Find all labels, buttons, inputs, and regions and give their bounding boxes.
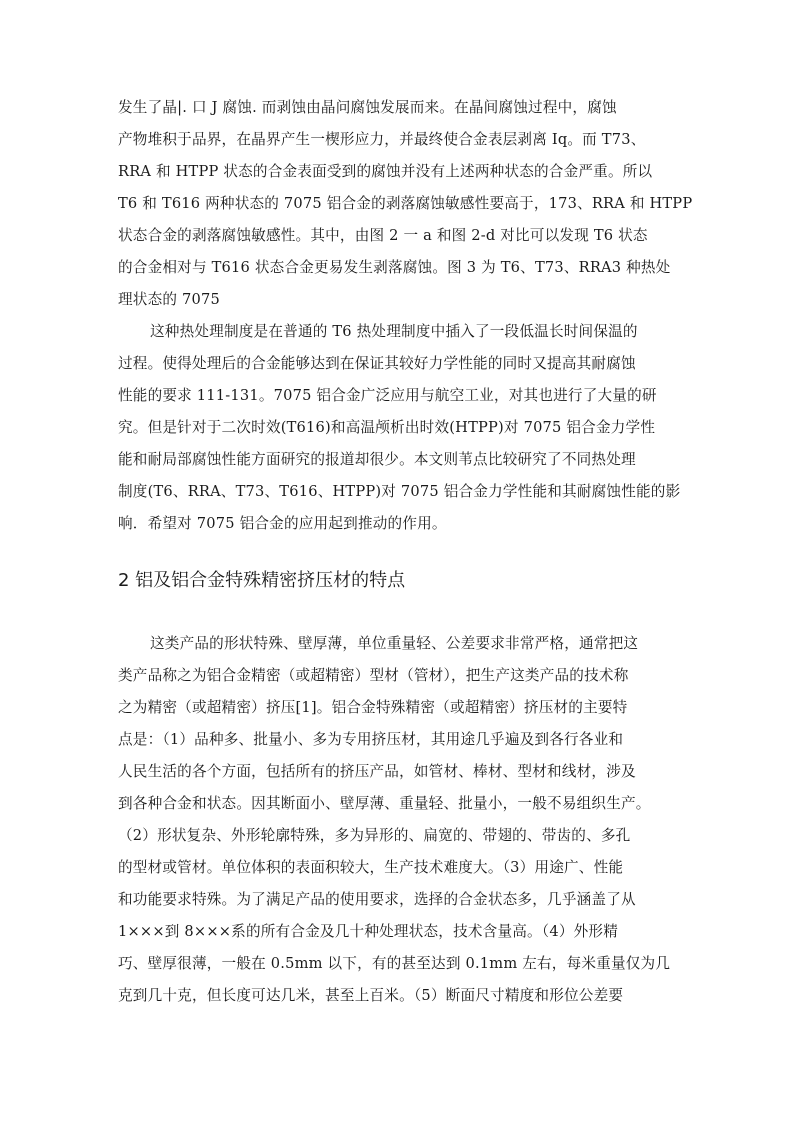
paragraph2-line: 性能的要求 111-131。7075 铝合金广泛应用与航空工业，对其也进行了大量的研: [118, 387, 657, 404]
paragraph3-line: （2）形状复杂、外形轮廓特殊，多为异形的、扁宽的、带翅的、带齿的、多孔: [118, 827, 631, 844]
paragraph2-line: 过程。使得处理后的合金能够达到在保证其较好力学性能的同时又提高其耐腐蚀: [118, 355, 636, 372]
paragraph2-line: 响．希望对 7075 铝合金的应用起到推动的作用。: [118, 515, 447, 532]
paragraph3-line: 类产品称之为铝合金精密（或超精密）型材（管材），把生产这类产品的技术称: [118, 667, 629, 684]
paragraph1-line: RRA 和 HTPP 状态的合金表面受到的腐蚀并没有上述两种状态的合金严重。所以: [118, 163, 653, 180]
paragraph1-line: 发生了晶|. 口 J 腐蚀. 而剥蚀由晶问腐蚀发展而来。在晶间腐蚀过程中，腐蚀: [118, 99, 617, 116]
paragraph2-line: 究。但是针对于二次时效(T616)和高温颅析出时效(HTPP)对 7075 铝合金力学性: [118, 419, 656, 436]
paragraph2-line: 制度(T6、RRA、T73、T616、HTPP)对 7075 铝合金力学性能和其耐腐蚀性能的影: [118, 483, 681, 500]
paragraph1-line: 的合金相对与 T616 状态合金更易发生剥落腐蚀。图 3 为 T6、T73、RRA3 种热处: [118, 259, 671, 276]
paragraph3-line: 之为精密（或超精密）挤压[1]。铝合金特殊精密（或超精密）挤压材的主要特: [118, 699, 628, 716]
paragraph3-line: 克到几十克，但长度可达几米，甚至上百米。（5）断面尺寸精度和形位公差要: [118, 987, 624, 1004]
paragraph3-line: 巧、壁厚很薄，一般在 0.5mm 以下，有的甚至达到 0.1mm 左右，每米重量仅为几: [118, 955, 671, 972]
paragraph3-line: 到各种合金和状态。因其断面小、壁厚薄、重量轻、批量小，一般不易组织生产。: [118, 795, 651, 812]
paragraph1-line: 状态合金的剥落腐蚀敏感性。其中，由图 2 一 a 和图 2-d 对比可以发现 T6 状态: [118, 227, 648, 244]
paragraph1-line: 理状态的 7075: [118, 291, 220, 308]
paragraph3-line: 和功能要求特殊。为了满足产品的使用要求，选择的合金状态多，几乎涵盖了从: [118, 891, 636, 908]
paragraph3-line: 人民生活的各个方面，包括所有的挤压产品，如管材、棒材、型材和线材，涉及: [118, 763, 636, 780]
paragraph1-line: T6 和 T616 两种状态的 7075 铝合金的剥落腐蚀敏感性要高于，173、RRA 和 HTPP: [118, 195, 693, 212]
section-heading: 2 铝及铝合金特殊精密挤压材的特点: [118, 570, 406, 591]
paragraph3-line: 点是：（1）品种多、批量小、多为专用挤压材，其用途几乎遍及到各行各业和: [118, 731, 624, 748]
paragraph3-line: 1×××到 8×××系的所有合金及几十种处理状态，技术含量高。（4）外形精: [118, 923, 618, 940]
paragraph3-line: 这类产品的形状特殊、壁厚薄，单位重量轻、公差要求非常严格，通常把这: [150, 635, 639, 652]
paragraph2-line: 这种热处理制度是在普通的 T6 热处理制度中插入了一段低温长时间保温的: [150, 323, 638, 340]
paragraph2-line: 能和耐局部腐蚀性能方面研究的报道却很少。本文则苇点比较研究了不同热处理: [118, 451, 636, 468]
paragraph1-line: 产物堆积于品界，在晶界产生一楔形应力，并最终使合金表层剥离 Iq。而 T73、: [118, 131, 646, 148]
paragraph3-line: 的型材或管材。单位体积的表面积较大，生产技术难度大。（3）用途广、性能: [118, 859, 624, 876]
